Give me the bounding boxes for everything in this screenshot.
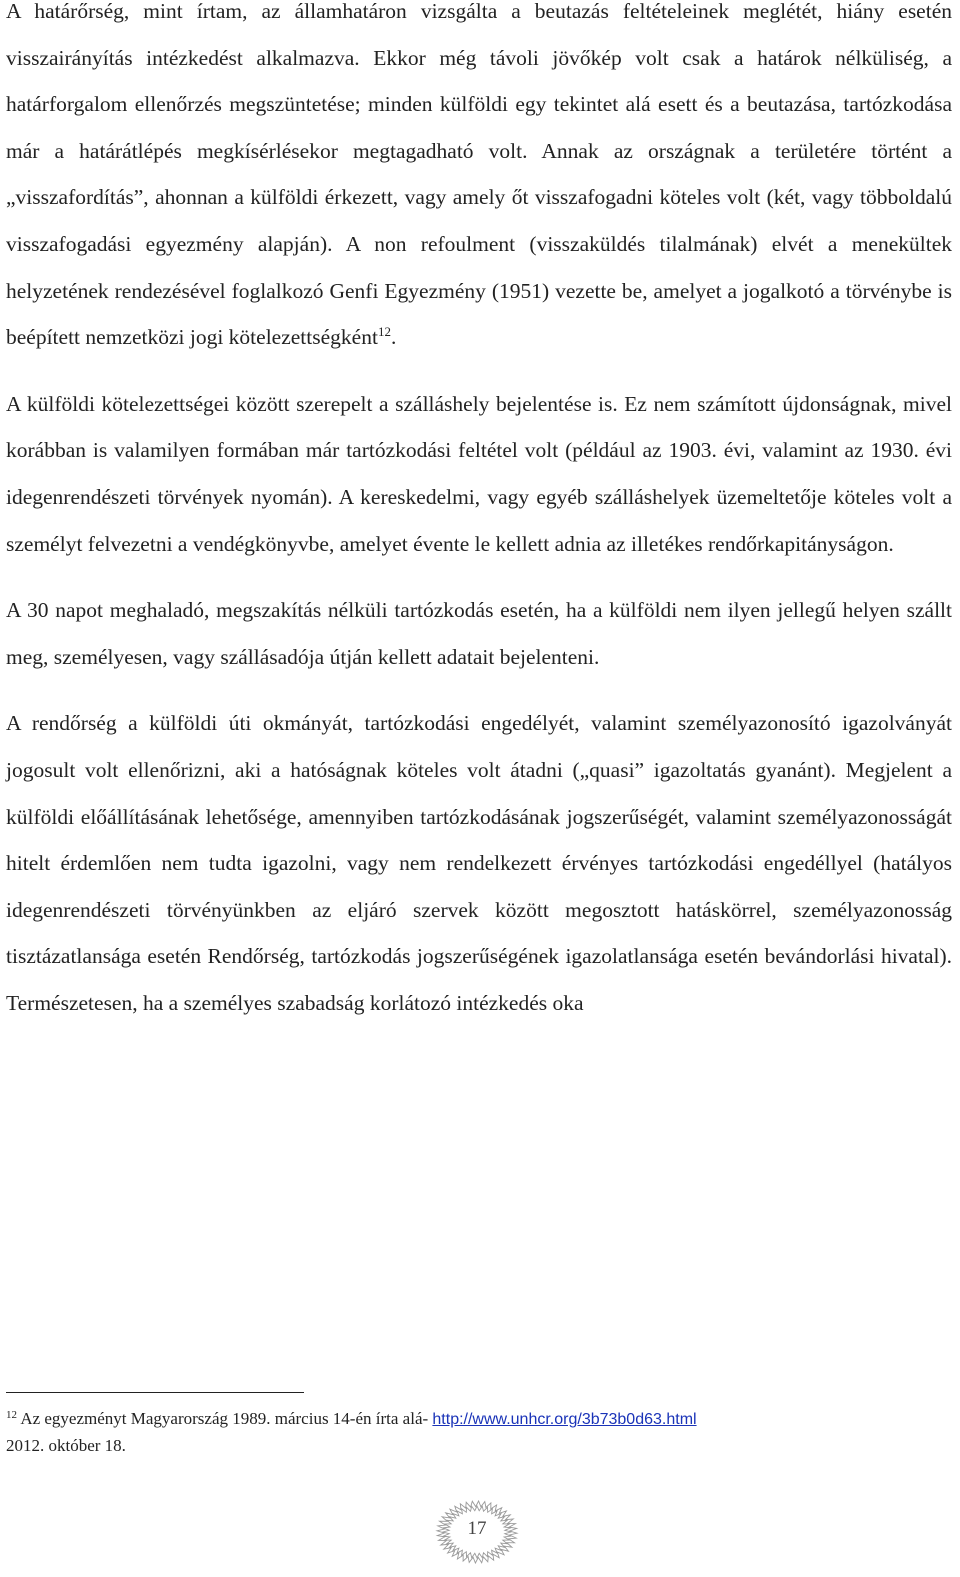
footnote-ref[interactable]: 12 xyxy=(377,324,391,340)
page-body xyxy=(6,0,952,1026)
footnote-link[interactable]: http://www.unhcr.org/3b73b0d63.html xyxy=(432,1411,697,1428)
footnote-divider xyxy=(6,1392,304,1393)
footnote-text: Az egyezményt Magyarország 1989. március 14-én írta alá- xyxy=(20,1409,429,1428)
paragraph-1 xyxy=(6,0,952,361)
paragraph-3: A 30 napot meghaladó, megszakítás nélküli tartózkodás esetén, ha a külföldi nem ilyen jellegű helyen szállt meg, személyesen, vagy szállásadója útján kellett adatait bejelenteni. xyxy=(6,598,952,669)
paragraph-1-text: A határőrség, mint írtam, az államhatáron vizsgálta a beutazás feltételeinek meglétét, hiány esetén visszairányítás intézkedést alkalmazva. Ekkor még távoli jövőkép volt csak a határok nélküliség, a határforgalom ellenőrzés megszüntetése; minden külföldi egy tekintet alá esett és a beutazása, tartózkodása már a határátlépés megkísérlésekor megtagadható volt. Annak az országnak a területére történt a „visszafordítás”, ahonnan a külföldi érkezett, vagy amely őt visszafogadni köteles volt (két, vagy többoldalú visszafogadási egyezmény alapján). A non refoulment (visszaküldés tilalmának) elvét a menekültek helyzetének rendezésével foglalkozó Genfi Egyezmény (1951) vezette be, amelyet a jogalkotó a törvénybe is beépített nemzetközi jogi kötelezettségként xyxy=(6,0,952,350)
page-number: 17 xyxy=(467,1518,487,1539)
footnote xyxy=(6,1406,952,1459)
paragraph-4: A rendőrség a külföldi úti okmányát, tartózkodási engedélyét, valamint személyazonosító igazolványát jogosult volt ellenőrizni, aki a hatóságnak köteles volt átadni („quasi” igazoltatás gyanánt). Megjelent a külföldi előállításának lehetősége, amennyiben tartózkodásának jogszerűségét, valamint személyazonosságát hitelt érdemlően nem tudta igazolni, vagy nem rendelkezett érvényes tartózkodási engedéllyel (hatályos idegenrendészeti törvényünkben az eljáró szervek között megosztott hatáskörrel, személyazonosság tisztázatlansága esetén Rendőrség, tartózkodás jogszerűségének igazolatlansága esetén bevándorlási hivatal). Természetesen, ha a személyes szabadság korlátozó intézkedés oka xyxy=(6,711,952,1015)
footnote-line-1 xyxy=(6,1406,952,1433)
footnote-date: 2012. október 18. xyxy=(6,1436,126,1455)
page-number-badge xyxy=(427,1494,527,1570)
paragraph-1-tail: . xyxy=(390,325,397,350)
paragraph-2: A külföldi kötelezettségei között szerepelt a szálláshely bejelentése is. Ez nem számított újdonságnak, mivel korábban is valamilyen formában már tartózkodási feltétel volt (például az 1903. évi, valamint az 1930. évi idegenrendészeti törvények nyomán). A kereskedelmi, vagy egyéb szálláshelyek üzemeltetője köteles volt a személyt felvezetni a vendégkönyvbe, amelyet évente le kellett adnia az illetékes rendőrkapitányságon. xyxy=(6,391,952,556)
footnote-number: 12 xyxy=(6,1409,17,1421)
